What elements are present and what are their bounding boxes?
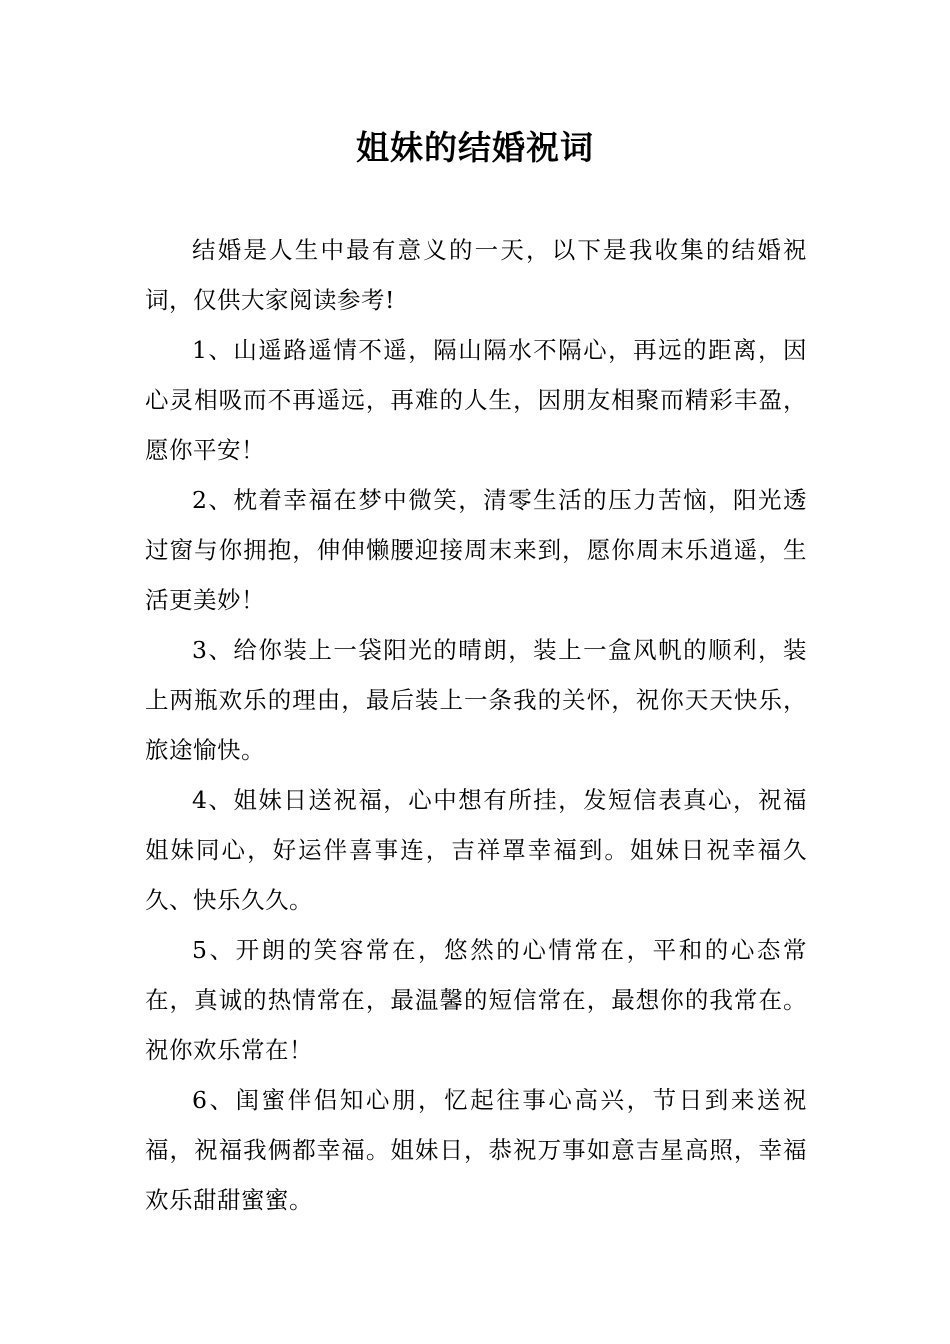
document-title: 姐妹的结婚祝词	[356, 128, 594, 167]
wish-paragraph-1: 1、山遥路遥情不遥，隔山隔水不隔心，再远的距离，因心灵相吸而不再遥远，再难的人生，因朋友相聚而精彩丰盈，愿你平安！	[145, 336, 807, 464]
wish-paragraph-2: 2、枕着幸福在梦中微笑，清零生活的压力苦恼，阳光透过窗与你拥抱，伸伸懒腰迎接周末来到，愿你周末乐逍遥，生活更美妙！	[145, 486, 807, 614]
wish-paragraph-6: 6、闺蜜伴侣知心朋，忆起往事心高兴，节日到来送祝福，祝福我俩都幸福。姐妹日，恭祝万事如意吉星高照，幸福欢乐甜甜蜜蜜。	[145, 1086, 807, 1214]
document-body	[145, 225, 807, 1225]
wish-paragraph-5: 5、开朗的笑容常在，悠然的心情常在，平和的心态常在，真诚的热情常在，最温馨的短信常在，最想你的我常在。祝你欢乐常在！	[145, 936, 807, 1064]
wish-paragraph-4: 4、姐妹日送祝福，心中想有所挂，发短信表真心，祝福姐妹同心，好运伴喜事连，吉祥罩幸福到。姐妹日祝幸福久久、快乐久久。	[145, 786, 807, 914]
wish-paragraph-3: 3、给你装上一袋阳光的晴朗，装上一盒风帆的顺利，装上两瓶欢乐的理由，最后装上一条我的关怀，祝你天天快乐，旅途愉快。	[145, 636, 807, 764]
intro-paragraph: 结婚是人生中最有意义的一天，以下是我收集的结婚祝词，仅供大家阅读参考!	[145, 236, 807, 314]
